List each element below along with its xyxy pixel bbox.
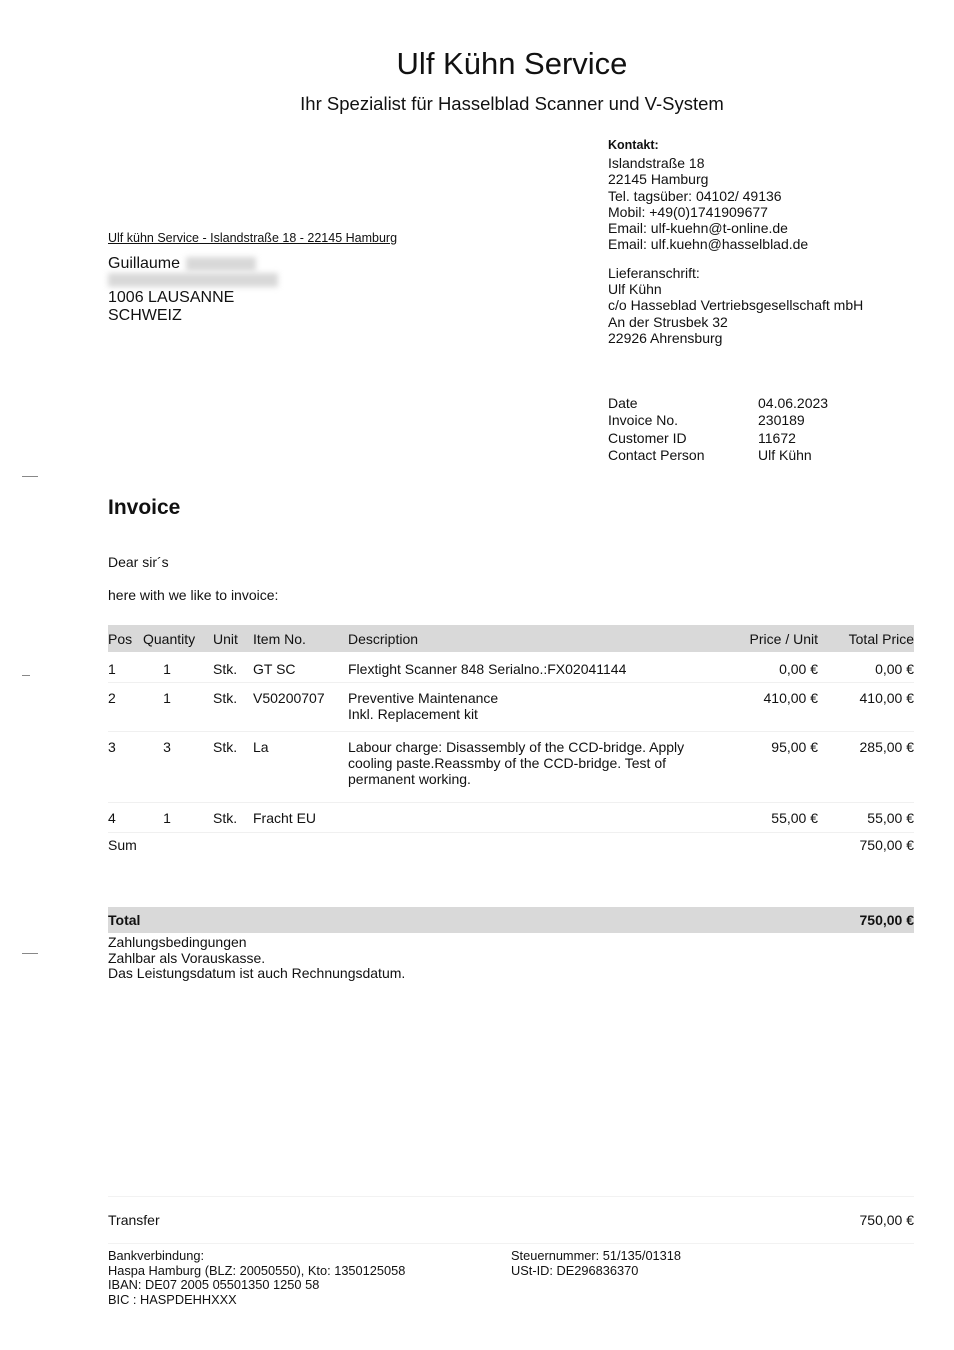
delivery-label: Lieferanschrift: <box>608 265 700 281</box>
total-label: Total <box>108 912 141 928</box>
table-row <box>108 803 914 833</box>
delivery-line: Ulf Kühn <box>608 281 662 298</box>
sum-label: Sum <box>108 837 137 853</box>
intro-text: here with we like to invoice: <box>108 587 279 603</box>
table-row <box>108 732 914 803</box>
contact-line: 22145 Hamburg <box>608 171 709 188</box>
recipient-name: Guillaume <box>108 255 181 272</box>
company-name: Ulf Kühn Service <box>396 46 628 81</box>
row-quantity: 1 <box>163 690 171 706</box>
tax-number: Steuernummer: 51/135/01318 <box>511 1248 682 1263</box>
header-quantity: Quantity <box>143 630 196 647</box>
contact-email: Email: ulf.kuehn@hasselblad.de <box>608 236 809 253</box>
row-item-no: V50200707 <box>253 690 325 706</box>
redacted-street <box>108 273 278 287</box>
row-total-price: 55,00 € <box>867 810 914 826</box>
header-item-no: Item No. <box>253 630 306 647</box>
row-pos: 4 <box>108 810 116 826</box>
delivery-line: c/o Hasseblad Vertriebsgesellschaft mbH <box>608 297 864 314</box>
bank-details <box>108 1249 405 1307</box>
company-tagline: Ihr Spezialist für Hasselblad Scanner und V-System <box>300 93 724 114</box>
row-total-price: 285,00 € <box>859 739 914 755</box>
meta-label: Customer ID <box>608 429 687 446</box>
row-quantity: 1 <box>163 810 171 826</box>
recipient-city: 1006 LAUSANNE <box>108 289 235 307</box>
row-description <box>348 739 718 787</box>
sender-return-address: Ulf kühn Service - Islandstraße 18 - 22145 Hamburg <box>108 231 398 245</box>
terms-line: Das Leistungsdatum ist auch Rechnungsdatum. <box>108 965 406 981</box>
row-description <box>348 661 718 677</box>
fold-mark <box>22 953 38 954</box>
bank-iban: IBAN: DE07 2005 05501350 1250 58 <box>108 1277 320 1293</box>
header-description: Description <box>348 630 419 647</box>
sum-value: 750,00 € <box>859 837 914 853</box>
sum-row <box>108 833 914 857</box>
tax-details <box>511 1249 681 1278</box>
redacted-surname <box>186 257 256 271</box>
meta-customer-id: 11672 <box>758 429 796 446</box>
contact-line: Mobil: +49(0)1741909677 <box>608 203 768 220</box>
row-item-no: GT SC <box>253 661 296 677</box>
description-line: Labour charge: Disassembly of the CCD-bridge. Apply <box>348 739 685 755</box>
transfer-label: Transfer <box>108 1212 160 1228</box>
bank-line: Bankverbindung: <box>108 1248 205 1263</box>
row-unit: Stk. <box>213 661 238 677</box>
table-row <box>108 683 914 732</box>
row-unit: Stk. <box>213 810 238 826</box>
header-pos: Pos <box>108 630 133 647</box>
recipient-address <box>108 255 278 324</box>
description-line: cooling paste.Reassmby of the CCD-bridge. Test of <box>348 755 667 771</box>
description-line <box>348 810 718 826</box>
meta-invoice-no: 230189 <box>758 412 805 429</box>
row-price-unit: 95,00 € <box>771 739 818 755</box>
row-pos: 1 <box>108 661 116 677</box>
meta-label: Date <box>608 395 638 411</box>
greeting: Dear sir´s <box>108 554 169 570</box>
row-quantity: 1 <box>163 661 171 677</box>
row-unit: Stk. <box>213 739 238 755</box>
row-item-no: Fracht EU <box>253 810 317 826</box>
delivery-address-block <box>608 265 863 346</box>
vat-id: USt-ID: DE296836370 <box>511 1262 639 1278</box>
invoice-meta <box>608 395 828 465</box>
transfer-value: 750,00 € <box>859 1212 914 1228</box>
row-quantity: 3 <box>163 739 171 755</box>
header-price-unit: Price / Unit <box>749 630 818 647</box>
document-heading: Invoice <box>108 496 181 519</box>
transfer-row <box>108 1196 914 1244</box>
contact-label: Kontakt: <box>608 138 659 152</box>
row-price-unit: 0,00 € <box>779 661 818 677</box>
bank-bic: BIC : HASPDEHHXXX <box>108 1291 237 1307</box>
recipient-country: SCHWEIZ <box>108 306 182 324</box>
row-price-unit: 55,00 € <box>771 810 818 826</box>
terms-line: Zahlungsbedingungen <box>108 934 247 950</box>
meta-label: Contact Person <box>608 447 705 464</box>
row-unit: Stk. <box>213 690 238 706</box>
row-pos: 2 <box>108 690 116 706</box>
row-total-price: 0,00 € <box>875 661 914 677</box>
table-row <box>108 652 914 683</box>
delivery-line: An der Strusbek 32 <box>608 313 728 330</box>
total-value: 750,00 € <box>859 912 914 928</box>
description-line: Inkl. Replacement kit <box>348 706 478 722</box>
contact-line: Islandstraße 18 <box>608 155 705 172</box>
row-price-unit: 410,00 € <box>763 690 818 706</box>
total-bar <box>108 907 914 933</box>
payment-terms <box>108 935 405 982</box>
table-header <box>108 625 914 652</box>
description-line: permanent working. <box>348 771 471 787</box>
fold-mark <box>22 476 38 477</box>
terms-line: Zahlbar als Vorauskasse. <box>108 949 266 966</box>
meta-date: 04.06.2023 <box>758 395 829 411</box>
delivery-line: 22926 Ahrensburg <box>608 329 723 346</box>
row-total-price: 410,00 € <box>859 690 914 706</box>
description-line: Preventive Maintenance <box>348 690 499 706</box>
row-pos: 3 <box>108 739 116 755</box>
row-description <box>348 810 718 826</box>
row-description <box>348 690 718 722</box>
contact-line: Tel. tagsüber: 04102/ 49136 <box>608 187 782 204</box>
contact-email: Email: ulf-kuehn@t-online.de <box>608 220 788 237</box>
meta-contact-person: Ulf Kühn <box>758 447 812 464</box>
line-items-table <box>108 625 914 857</box>
contact-block <box>608 137 808 252</box>
header-total-price: Total Price <box>848 630 914 647</box>
header-unit: Unit <box>213 630 238 647</box>
punch-mark <box>22 675 30 676</box>
row-item-no: La <box>253 739 269 755</box>
meta-label: Invoice No. <box>608 412 679 429</box>
description-line: Flextight Scanner 848 Serialno.:FX02041144 <box>348 661 627 677</box>
bank-line: Haspa Hamburg (BLZ: 20050550), Kto: 1350125058 <box>108 1262 406 1278</box>
